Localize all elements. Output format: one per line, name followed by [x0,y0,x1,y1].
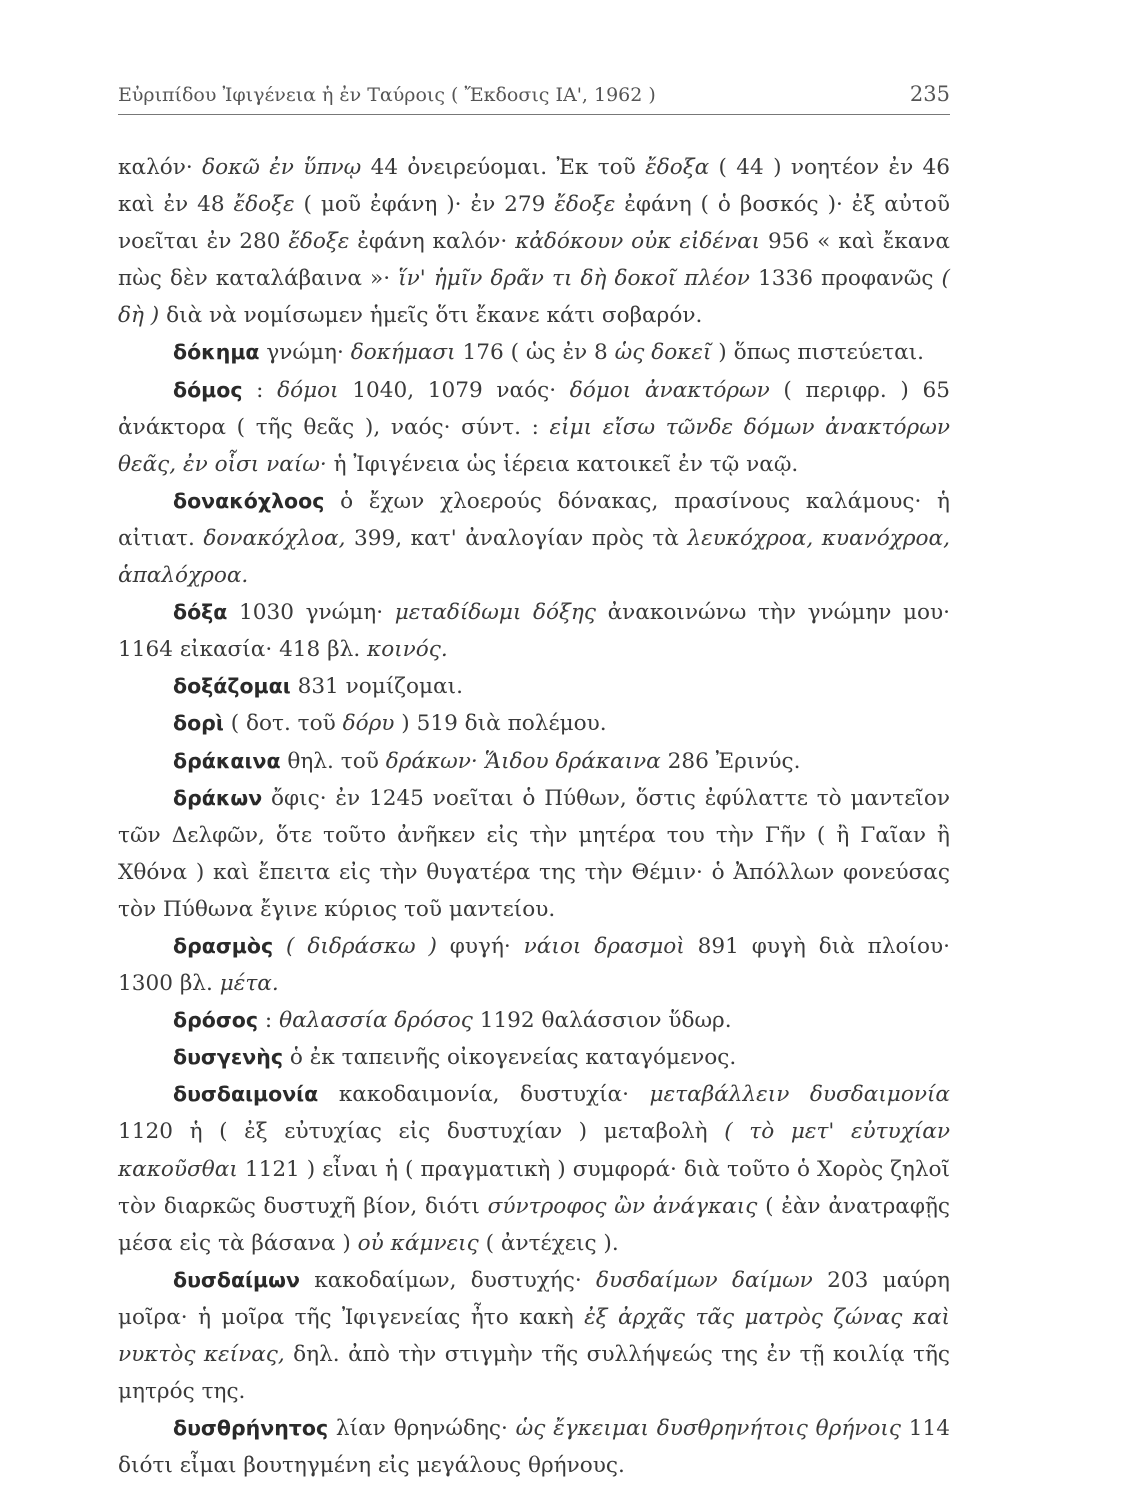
entry-text: ( 44 ) νοητέον ἐν 46 καὶ ἐν 48 [118,155,951,218]
entry-text-italic: δονακόχλοα, [203,525,346,551]
entry-text: ) ὅπως πιστεύεται. [711,340,925,366]
entry-text: 1121 ) εἶναι ἡ ( πραγματικὴ ) συμφορά· διὰ τοῦτο ὁ Χορὸς ζηλοῖ τὸν διαρκῶς δυστυχῆ βίον, διότι [118,1156,950,1219]
dictionary-entry [118,1410,950,1484]
entry-text-italic: Ἅιδου δράκαινα [484,748,661,774]
entry-text: κακοδαιμονία, δυστυχία· [318,1082,650,1108]
dictionary-entry [118,1039,950,1076]
dictionary-entry [118,668,950,705]
entry-text: λίαν θρηνώδης· [328,1416,516,1442]
entry-headword: δρασμὸς [173,933,274,958]
entry-text-italic: θαλασσία δρόσος [279,1008,473,1034]
entry-text-italic: ἔδοξε [554,192,616,218]
entry-text-italic: ( τὸ μετ' εὐτυχίαν κακοῦσθαι [118,1119,950,1182]
entry-text: 891 φυγὴ διὰ πλοίου· 1300 βλ. [118,933,950,997]
entry-text: ( ἐὰν ἀνατραφῇς μέσα εἰς τὰ βάσανα ) [118,1193,950,1256]
entry-text: ( δοτ. τοῦ [223,711,343,737]
entry-text-italic: δόρυ [342,711,395,737]
entry-text-italic: ἔδοξε [288,229,350,255]
entry-text: ( ἀντέχεις ). [478,1230,619,1256]
dictionary-entry [118,780,950,928]
page [118,82,950,1484]
entry-text: διὰ νὰ νομίσωμεν ἡμεῖς ὅτι ἔκανε κάτι σοβαρόν. [159,303,703,329]
entry-text-italic: κοινός. [367,637,448,663]
dictionary-entry [118,705,950,742]
entry-headword: δονακόχλοος [173,488,325,513]
entry-text: 1120 ἡ ( ἐξ εὐτυχίας εἰς δυστυχίαν ) μεταβολὴ [118,1119,725,1145]
entry-text-italic: ὡς ἔγκειμαι δυσθρηνήτοις θρήνοις [515,1416,901,1442]
entry-text-italic: σύντροφος ὢν ἀνάγκαις [487,1193,758,1219]
entry-text-italic: ἔδοξα [645,155,710,180]
entry-headword: δυσδαίμων [173,1267,300,1292]
dictionary-entry [118,483,950,594]
entry-text: ἡ Ἰφιγένεια ὡς ἱέρεια κατοικεῖ ἐν τῷ ναῷ. [326,451,799,477]
entry-text-italic: δοκήμασι [350,340,456,366]
entry-text-italic: οὐ κάμνεις [357,1230,479,1256]
entry-text: 1040, 1079 ναός· [338,377,570,403]
entry-text-italic: δυσδαίμων δαίμων [596,1267,813,1293]
entry-text: ( περιφρ. ) 65 ἀνάκτορα ( τῆς θεᾶς ), ναός· σύντ. : [118,377,950,440]
entry-text: : [242,377,278,403]
entry-text: 1336 προφανῶς [749,266,942,292]
entry-text-italic: ὡς δοκεῖ [614,340,712,366]
entry-text-italic: εἰμι εἴσω τῶνδε δόμων ἀνακτόρων θεᾶς, ἐν οἷσι ναίω· [118,414,950,477]
entry-headword: δόμος [173,377,243,402]
entry-headword: δράκων [173,785,263,810]
dictionary-entry [118,594,950,668]
entry-text: ἀνακοινώνω τὴν γνώμην μου· 1164 εἰκασία· 418 βλ. [118,600,950,663]
entry-text: γνώμη· [259,340,351,366]
entry-text: ἐφάνη ( ὁ βοσκός )· ἐξ αὐτοῦ νοεῖται ἐν 280 [118,192,950,255]
entry-text-italic: δράκων· [385,748,478,774]
entry-text: 956 « καὶ ἔκανα πὼς δὲν καταλάβαινα »· [118,229,950,292]
entry-headword: δυσγενὴς [173,1045,283,1070]
entry-text: ὄφις· ἐν 1245 νοεῖται ὁ Πύθων, ὅστις ἐφύλαττε τὸ μαντεῖον τῶν Δελφῶν, ὅτε τοῦτο ἀνῆκεν εἰς τὴν μητέρα του τὴν Γῆν ( ἢ Γαῖαν ἢ Χθόνα ) καὶ ἔπειτα εἰς τὴν θυγατέρα της τὴν Θέμιν· ὁ Ἀπόλλων φονεύσας τὸν Πύθωνα ἔγινε κύριος τοῦ μαντείου. [118,785,950,922]
entry-headword: δόκημα [173,340,260,365]
entry-text: : [258,1008,280,1034]
dictionary-entry [118,1076,950,1261]
entry-text: ἐφάνη καλόν· [349,229,516,255]
entry-text-italic: δοκῶ ἐν ὕπνῳ [202,155,362,180]
entry-text-italic: νάιοι δρασμοὶ [523,933,685,959]
entry-text: καλόν· [118,155,203,180]
entry-text: κακοδαίμων, δυστυχής· [299,1267,596,1293]
dictionary-entry [118,372,950,483]
entry-text-italic: κἀδόκουν οὐκ εἰδέναι [515,229,761,255]
entry-text: 1192 θαλάσσιον ὕδωρ. [472,1008,732,1034]
entry-text-italic: ἵν' ἡμῖν δρᾶν τι δὴ δοκοῖ πλέον [398,266,750,292]
entry-headword: δορὶ [173,711,224,736]
dictionary-body [118,149,950,1484]
entry-headword: δοξάζομαι [173,674,291,699]
entry-text: δηλ. ἀπὸ τὴν στιγμὴν τῆς συλλήψεώς της ἐν τῇ κοιλίᾳ τῆς μητρός της. [118,1342,950,1405]
entry-text-italic: ( δὴ ) [118,266,950,329]
entry-headword: δρόσος [173,1008,259,1033]
running-header [118,82,950,115]
entry-text: 114 διότι εἶμαι βουτηγμένη εἰς μεγάλους θρήνους. [118,1416,950,1479]
entry-text: θηλ. τοῦ [280,748,386,774]
dictionary-entry [118,149,950,334]
page-number: 235 [909,82,950,106]
dictionary-entry [118,928,950,1002]
entry-text: ὁ ἔχων χλοερούς δόνακας, πρασίνους καλάμους· ἡ αἰτιατ. [118,488,950,551]
entry-text: 44 ὀνειρεύομαι. Ἐκ τοῦ [361,155,646,180]
dictionary-entry [118,1002,950,1039]
entry-text-italic: δόμοι ἀνακτόρων [569,377,770,403]
entry-text: 399, κατ' ἀναλογίαν πρὸς τὰ [345,525,688,551]
dictionary-entry [118,334,950,371]
entry-text-italic: μεταβάλλειν δυσδαιμονία [649,1082,950,1108]
entry-text: ) 519 διὰ πολέμου. [394,711,607,737]
entry-text: 1030 γνώμη· [227,600,395,626]
entry-text [478,749,485,774]
dictionary-entry [118,1262,950,1410]
entry-headword: δυσδαιμονία [173,1082,319,1107]
entry-text-italic: ἔδοξε [233,192,295,218]
entry-text-italic: δόμοι [277,377,339,403]
entry-text: 286 Ἐρινύς. [660,748,801,774]
entry-text: 176 ( ὡς ἐν 8 [455,340,615,366]
entry-text-italic: λευκόχροα, κυανόχροα, ἁπαλόχροα. [118,525,950,589]
entry-text: φυγή· [436,933,524,959]
dictionary-entry [118,743,950,780]
entry-text: 203 μαύρη μοῖρα· ἡ μοῖρα τῆς Ἰφιγενείας ἦτο κακὴ [118,1267,950,1330]
entry-headword: δράκαινα [173,748,281,773]
entry-headword: δυσθρήνητος [173,1416,329,1441]
entry-text: ( μοῦ ἐφάνη )· ἐν 279 [294,192,555,218]
entry-text-italic: ( διδράσκω ) [286,933,437,959]
entry-text-italic: μέτα. [219,971,279,997]
entry-text: 831 νομίζομαι. [290,674,463,700]
entry-text-italic: μεταδίδωμι δόξης [394,600,596,626]
entry-text [273,934,286,959]
entry-text-italic: ἐξ ἀρχᾶς τᾶς ματρὸς ζώνας καὶ νυκτὸς κείνας, [118,1304,951,1367]
entry-text: ὁ ἐκ ταπεινῆς οἰκογενείας καταγόμενος. [282,1045,737,1071]
entry-headword: δόξα [173,600,228,625]
running-title: Εὐριπίδου Ἰφιγένεια ἡ ἐν Ταύροις ( Ἔκδοσις ΙΑ', 1962 ) [118,84,656,106]
